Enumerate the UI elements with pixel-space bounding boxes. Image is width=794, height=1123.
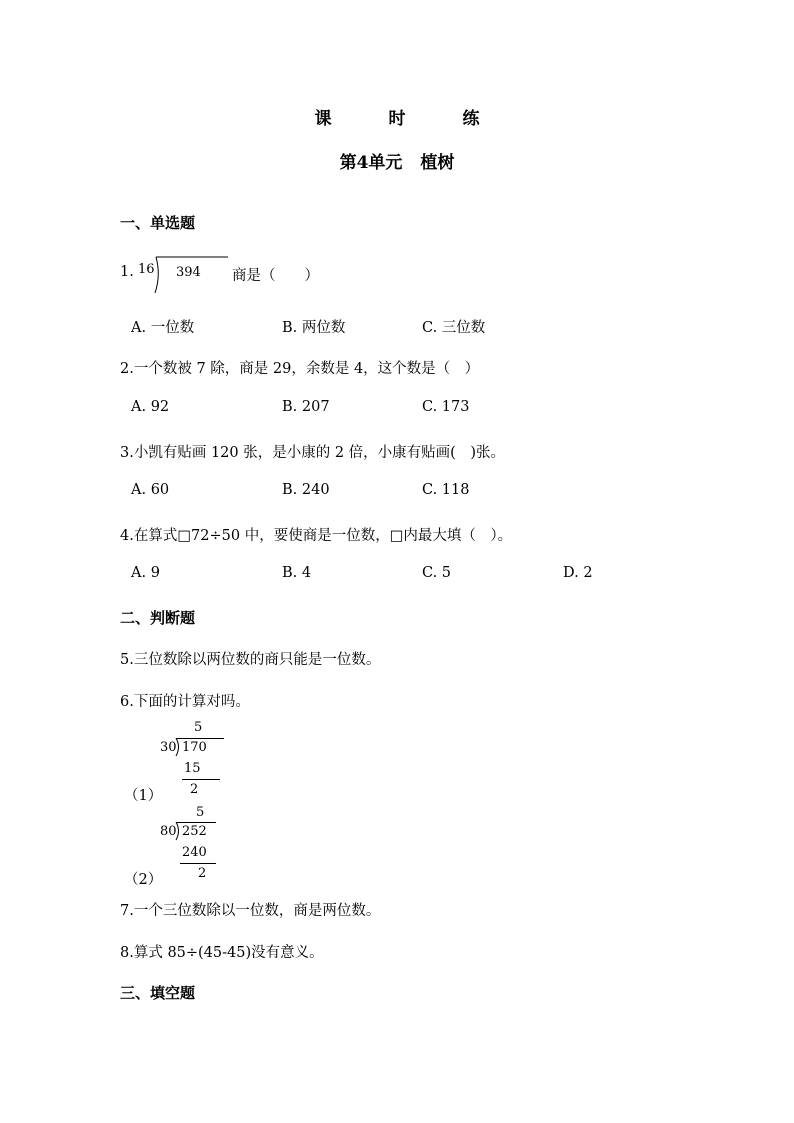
calc1-bottom-line — [182, 779, 220, 780]
calc2-quotient: 5 — [196, 805, 205, 820]
calc1-top-line — [176, 738, 224, 739]
unit-topic: 植树 — [420, 153, 455, 173]
q2-text: 2.一个数被 7 除，商是 29，余数是 4，这个数是（ ） — [120, 361, 480, 377]
q4-option-d[interactable]: D. 2 — [563, 565, 593, 581]
unit-number: 第4单元 — [339, 153, 403, 173]
q6-text: 6.下面的计算对吗。 — [120, 694, 250, 710]
calc2-bottom-line — [180, 863, 216, 864]
q1-option-b[interactable]: B. 两位数 — [282, 320, 346, 336]
calc2-dividend: 252 — [182, 824, 207, 839]
page-title: 课 时 练 — [314, 109, 500, 129]
unit-title — [0, 148, 794, 173]
calc2-remainder: 2 — [198, 866, 207, 881]
calc1-dividend: 170 — [182, 740, 207, 755]
q2-option-b[interactable]: B. 207 — [282, 399, 330, 415]
calc1-product: 15 — [184, 761, 201, 776]
q1-option-a[interactable]: A. 一位数 — [131, 320, 195, 336]
q1-divisor: 16 — [138, 262, 155, 277]
q1-text: 商是（ ） — [232, 268, 319, 284]
q1-number: 1. — [120, 264, 134, 280]
q1-dividend: 394 — [176, 265, 201, 280]
q1-option-c[interactable]: C. 三位数 — [422, 320, 486, 336]
q5-text: 5.三位数除以两位数的商只能是一位数。 — [120, 652, 381, 668]
section-fill-blank: 三、填空题 — [120, 984, 196, 1002]
q2-option-a[interactable]: A. 92 — [131, 399, 170, 415]
calc2-divisor: 80 — [160, 824, 177, 839]
calc2-label: （2） — [124, 872, 163, 888]
section-true-false: 二、判断题 — [120, 609, 196, 627]
calc2-product: 240 — [182, 845, 207, 860]
q4-text: 4.在算式□72÷50 中，要使商是一位数，□内最大填（ ）。 — [120, 528, 513, 544]
q3-option-b[interactable]: B. 240 — [282, 482, 330, 498]
q2-option-c[interactable]: C. 173 — [422, 399, 470, 415]
q3-option-c[interactable]: C. 118 — [422, 482, 470, 498]
q3-text: 3.小凯有贴画 120 张，是小康的 2 倍，小康有贴画( )张。 — [120, 445, 505, 461]
q8-text: 8.算式 85÷(45-45)没有意义。 — [120, 945, 324, 961]
calc1-quotient: 5 — [194, 720, 203, 735]
q4-option-c[interactable]: C. 5 — [422, 565, 452, 581]
calc1-divisor: 30 — [160, 740, 177, 755]
calc1-bracket — [174, 738, 182, 758]
calc2-bracket — [174, 822, 182, 842]
calc2-top-line — [176, 822, 216, 823]
section-single-choice: 一、单选题 — [120, 214, 196, 232]
q7-text: 7.一个三位数除以一位数，商是两位数。 — [120, 903, 381, 919]
q4-option-b[interactable]: B. 4 — [282, 565, 312, 581]
q4-option-a[interactable]: A. 9 — [131, 565, 160, 581]
q3-option-a[interactable]: A. 60 — [131, 482, 170, 498]
calc1-label: （1） — [124, 788, 163, 804]
calc1-remainder: 2 — [190, 782, 199, 797]
